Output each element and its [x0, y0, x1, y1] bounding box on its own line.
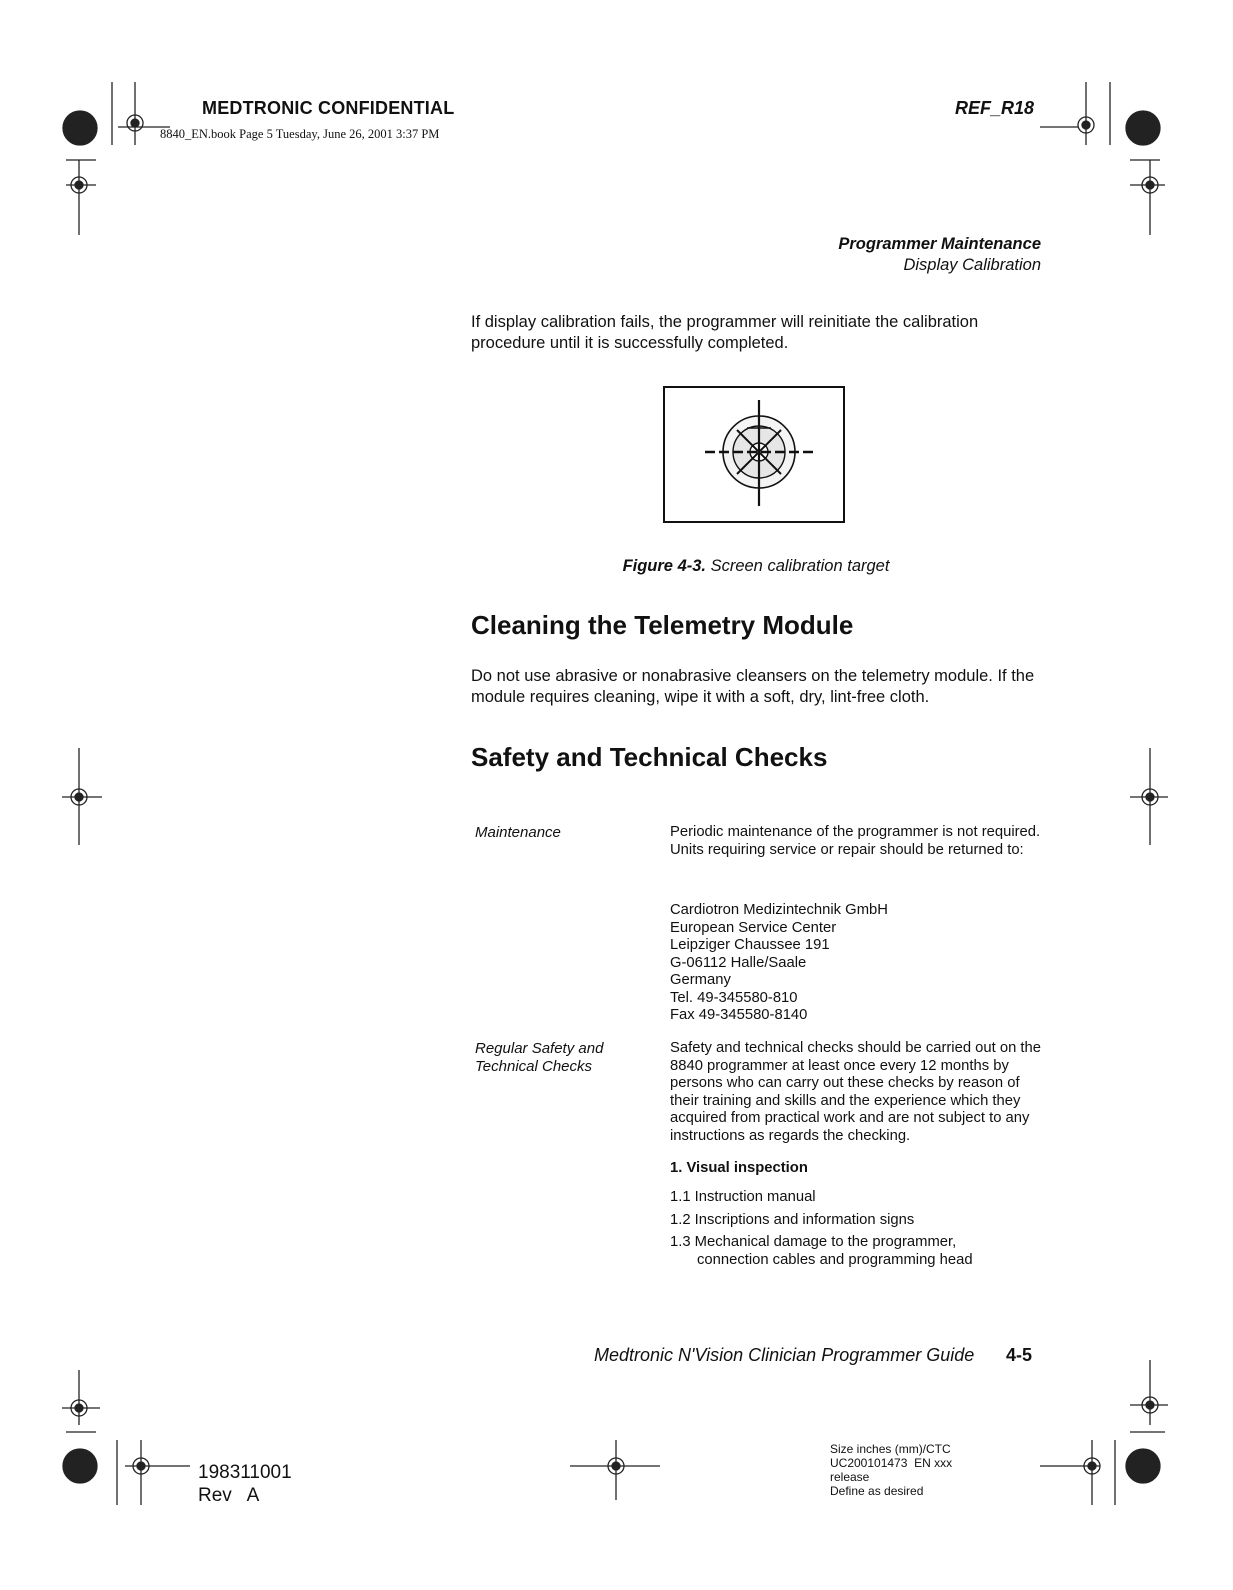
- size-line: Define as desired: [830, 1484, 924, 1498]
- cleaning-heading: Cleaning the Telemetry Module: [471, 610, 854, 640]
- regular-checks-side-label: [475, 1040, 603, 1076]
- cleaning-paragraph: Do not use abrasive or nonabrasive cleansers on the telemetry module. If the module requires cleaning, wipe it with a soft, dry, lint-free cloth.: [471, 667, 1035, 706]
- inspection-item: 1.1 Instruction manual: [670, 1189, 816, 1205]
- size-line: release: [830, 1470, 870, 1484]
- address-fax: Fax 49-345580-8140: [670, 1007, 808, 1023]
- safety-heading: Safety and Technical Checks: [471, 742, 828, 772]
- address-phone: Tel. 49-345580-810: [670, 989, 798, 1006]
- document-number: 198311001: [198, 1462, 292, 1483]
- size-info: [830, 1442, 952, 1498]
- section-title: Display Calibration: [903, 256, 1041, 274]
- maintenance-side-label: Maintenance: [475, 824, 561, 841]
- address-line: Germany: [670, 972, 731, 988]
- running-title: [838, 234, 1041, 276]
- chapter-title: Programmer Maintenance: [838, 235, 1041, 253]
- figure-label: Figure 4-3.: [622, 557, 706, 575]
- page-number: 4-5: [1006, 1345, 1033, 1365]
- inspection-item-continuation: connection cables and programming head: [697, 1251, 973, 1268]
- size-line: Size inches (mm)/CTC: [830, 1442, 951, 1456]
- registration-disc-top-left: [63, 111, 97, 145]
- address-line: Leipziger Chaussee 191: [670, 937, 830, 953]
- intro-paragraph: If display calibration fails, the programmer will reinitiate the calibration procedure until it is successfully completed.: [471, 313, 979, 352]
- figure-caption: [471, 557, 1041, 576]
- inspection-item: 1.2 Inscriptions and information signs: [670, 1212, 915, 1228]
- service-address: [670, 902, 1042, 1025]
- confidential-label: MEDTRONIC CONFIDENTIAL: [202, 98, 455, 118]
- maintenance-text: Periodic maintenance of the programmer is not required. Units requiring service or repair should be returned to:: [670, 824, 1041, 858]
- size-line: UC200101473 EN xxx: [830, 1456, 953, 1470]
- crosshair-target-icon: [665, 388, 843, 521]
- regular-label-line: Technical Checks: [475, 1058, 593, 1075]
- inspection-item: [670, 1234, 1042, 1269]
- regular-checks-text: Safety and technical checks should be carried out on the 8840 programmer at least once every 12 months by persons who can carry out these checks by reason of their training and skills and the experience which they acquired from practical work and are not subject to any instructions as regards the checking.: [670, 1040, 1041, 1144]
- registration-disc-bottom-right: [1126, 1449, 1160, 1483]
- regular-label-line: Regular Safety and: [475, 1040, 604, 1057]
- visual-inspection-heading: 1. Visual inspection: [670, 1160, 808, 1176]
- address-line: European Service Center: [670, 919, 837, 936]
- guide-title: Medtronic N'Vision Clinician Programmer Guide: [594, 1345, 975, 1365]
- inspection-item-text: 1.3 Mechanical damage to the programmer,: [670, 1234, 957, 1250]
- registration-disc-top-right: [1126, 111, 1160, 145]
- book-file-info: 8840_EN.book Page 5 Tuesday, June 26, 2001 3:37 PM: [160, 127, 440, 141]
- registration-disc-bottom-left: [63, 1449, 97, 1483]
- revision: Rev A: [198, 1485, 260, 1506]
- address-line: Cardiotron Medizintechnik GmbH: [670, 902, 888, 918]
- calibration-target-figure: [663, 386, 845, 523]
- reference-code: REF_R18: [955, 98, 1035, 118]
- address-line: G-06112 Halle/Saale: [670, 954, 807, 971]
- document-number-block: [198, 1461, 292, 1507]
- figure-caption-text: Screen calibration target: [706, 557, 890, 575]
